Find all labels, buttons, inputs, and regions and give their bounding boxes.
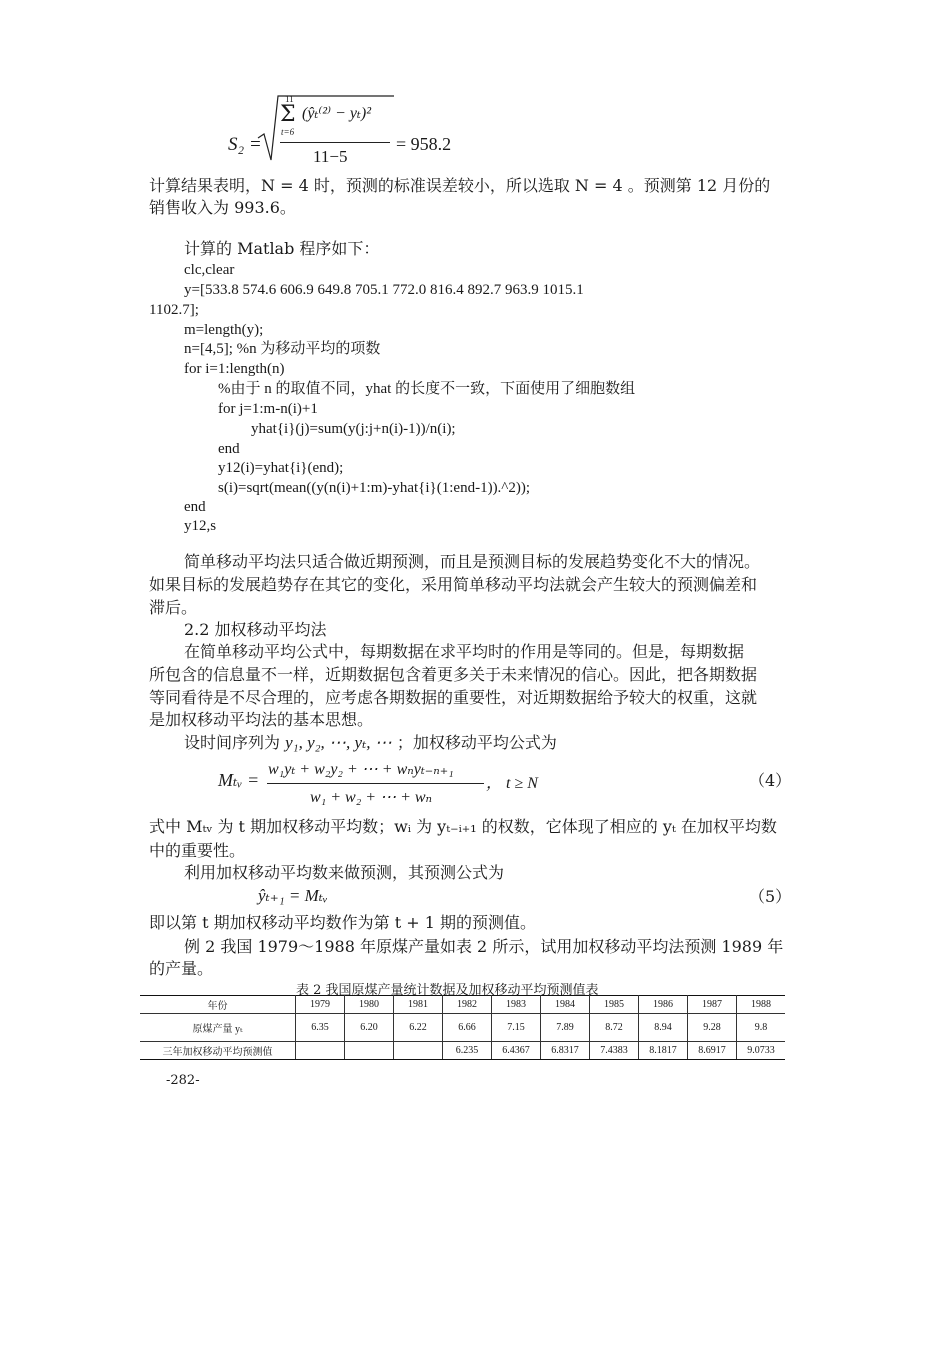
year-cell: 1983 [492, 996, 541, 1014]
code-line: y12,s [184, 518, 217, 534]
sigma-icon: Σ [280, 102, 296, 127]
formula-s2-result: = 958.2 [396, 134, 452, 154]
data-table [140, 995, 785, 1060]
table-row-production [140, 1014, 785, 1042]
para-5-line-2: 中的重要性。 [149, 841, 246, 860]
code-line: for j=1:m-n(i)+1 [218, 401, 318, 417]
para-3-line-1: 在简单移动平均公式中，每期数据在求平均时的作用是等同的。但是，每期数据 [184, 642, 745, 661]
para-2-line-3: 滞后。 [149, 598, 198, 617]
para-8-line-1: 例 2 我国 1979～1988 年原煤产量如表 2 所示，试用加权移动平均法预测 1989 年 [184, 937, 784, 956]
formula-4-numerator: w₁yₜ + w₂y₂ + ⋯ + wₙyₜ₋ₙ₊₁ [268, 761, 454, 778]
code-line: yhat{i}(j)=sum(y(j:j+n(i)-1))/n(i); [251, 421, 456, 437]
page-number: -282- [166, 1073, 200, 1088]
code-line: for i=1:length(n) [184, 361, 285, 377]
forecast-cell: 6.235 [443, 1042, 492, 1060]
code-line: %由于 n 的取值不同，yhat 的长度不一致，下面使用了细胞数组 [218, 381, 636, 397]
production-cell: 8.94 [639, 1014, 688, 1042]
para-1-line-1: 计算结果表明，N = 4 时，预测的标准误差较小，所以选取 N = 4 。预测第 12 月份的 [149, 176, 771, 195]
table-row-forecast [140, 1042, 785, 1060]
code-line: y=[533.8 574.6 606.9 649.8 705.1 772.0 816.4 892.7 963.9 1015.1 [184, 282, 584, 298]
production-cell: 6.20 [345, 1014, 394, 1042]
year-cell: 1988 [737, 996, 786, 1014]
para-8-line-2: 的产量。 [149, 959, 214, 978]
fraction-line [280, 142, 390, 143]
year-cell: 1986 [639, 996, 688, 1014]
para-4 [184, 732, 557, 754]
year-cell: 1979 [296, 996, 345, 1014]
para-6: 利用加权移动平均数来做预测，其预测公式为 [184, 863, 505, 882]
code-line: m=length(y); [184, 322, 264, 338]
code-line: n=[4,5]; %n 为移动平均的项数 [184, 341, 381, 357]
table-caption: 表 2 我国原煤产量统计数据及加权移动平均预测值表 [296, 983, 599, 998]
code-line: end [218, 441, 240, 457]
forecast-cell: 8.6917 [688, 1042, 737, 1060]
production-cell: 9.8 [737, 1014, 786, 1042]
table-header-row [140, 996, 785, 1014]
para-1-line-2: 销售收入为 993.6。 [149, 198, 296, 217]
year-cell: 1984 [541, 996, 590, 1014]
para-3-line-3: 等同看待是不尽合理的，应考虑各期数据的重要性，对近期数据给予较大的权重，这就 [149, 688, 758, 707]
equation-number-4: （4） [749, 771, 792, 790]
para-5-line-1: 式中 Mₜᵥ 为 t 期加权移动平均数；wᵢ 为 yₜ₋ᵢ₊₁ 的权数，它体现了相应的 yₜ 在加权平均数 [149, 817, 777, 836]
production-cell: 6.35 [296, 1014, 345, 1042]
forecast-cell [296, 1042, 345, 1060]
section-heading: 2.2 加权移动平均法 [184, 620, 327, 639]
forecast-cell [394, 1042, 443, 1060]
row-label: 三年加权移动平均预测值 [140, 1042, 296, 1060]
production-cell: 9.28 [688, 1014, 737, 1042]
forecast-cell: 6.8317 [541, 1042, 590, 1060]
forecast-cell [345, 1042, 394, 1060]
para-4-series: y₁, y₂, ⋯, yₜ, ⋯ [285, 733, 392, 752]
formula-5: ŷₜ₊₁ = Mₜᵥ [258, 886, 328, 905]
production-cell: 6.66 [443, 1014, 492, 1042]
year-cell: 1987 [688, 996, 737, 1014]
matlab-intro: 计算的 Matlab 程序如下： [184, 239, 380, 258]
forecast-cell: 9.0733 [737, 1042, 786, 1060]
forecast-cell: 6.4367 [492, 1042, 541, 1060]
year-cell: 1980 [345, 996, 394, 1014]
formula-s2-numerator: (ŷₜ⁽²⁾ − yₜ)² [302, 105, 371, 122]
para-4-text: 设时间序列为 [184, 733, 281, 752]
sum-bottom: t=6 [281, 127, 295, 137]
forecast-cell: 8.1817 [639, 1042, 688, 1060]
para-3-line-4: 是加权移动平均法的基本思想。 [149, 710, 374, 729]
para-4-tail: ；加权移动平均公式为 [396, 733, 557, 752]
code-line: y12(i)=yhat{i}(end); [218, 460, 344, 476]
para-2-line-2: 如果目标的发展趋势存在其它的变化，采用简单移动平均法就会产生较大的预测偏差和 [149, 575, 758, 594]
para-3-line-2: 所包含的信息量不一样，近期数据包含着更多关于未来情况的信心。因此，把各期数据 [149, 665, 758, 684]
fraction-line [267, 783, 484, 784]
equation-number-5: （5） [749, 887, 792, 906]
year-cell: 1985 [590, 996, 639, 1014]
para-2-line-1: 简单移动平均法只适合做近期预测，而且是预测目标的发展趋势变化不大的情况。 [184, 552, 761, 571]
code-line: 1102.7]; [149, 302, 199, 318]
code-line: clc,clear [184, 262, 235, 278]
row-label: 原煤产量 yₜ [140, 1014, 296, 1042]
code-line: end [184, 499, 206, 515]
formula-s2-lhs: S₂ = [228, 134, 262, 155]
code-line: s(i)=sqrt(mean((y(n(i)+1:m)-yhat{i}(1:end-1)).^2)); [218, 480, 531, 496]
forecast-cell: 7.4383 [590, 1042, 639, 1060]
production-cell: 7.15 [492, 1014, 541, 1042]
formula-4-denominator: w₁ + w₂ + ⋯ + wₙ [310, 789, 433, 806]
formula-s2-denominator: 11−5 [313, 147, 348, 166]
sum-top: 11 [285, 94, 294, 104]
formula-4-lhs: Mₜᵥ = [218, 770, 260, 790]
formula-4-condition: ， t ≥ N [486, 775, 538, 792]
year-cell: 1981 [394, 996, 443, 1014]
year-cell: 1982 [443, 996, 492, 1014]
production-cell: 7.89 [541, 1014, 590, 1042]
para-7: 即以第 t 期加权移动平均数作为第 t + 1 期的预测值。 [149, 913, 536, 932]
header-label: 年份 [140, 996, 296, 1014]
production-cell: 6.22 [394, 1014, 443, 1042]
production-cell: 8.72 [590, 1014, 639, 1042]
